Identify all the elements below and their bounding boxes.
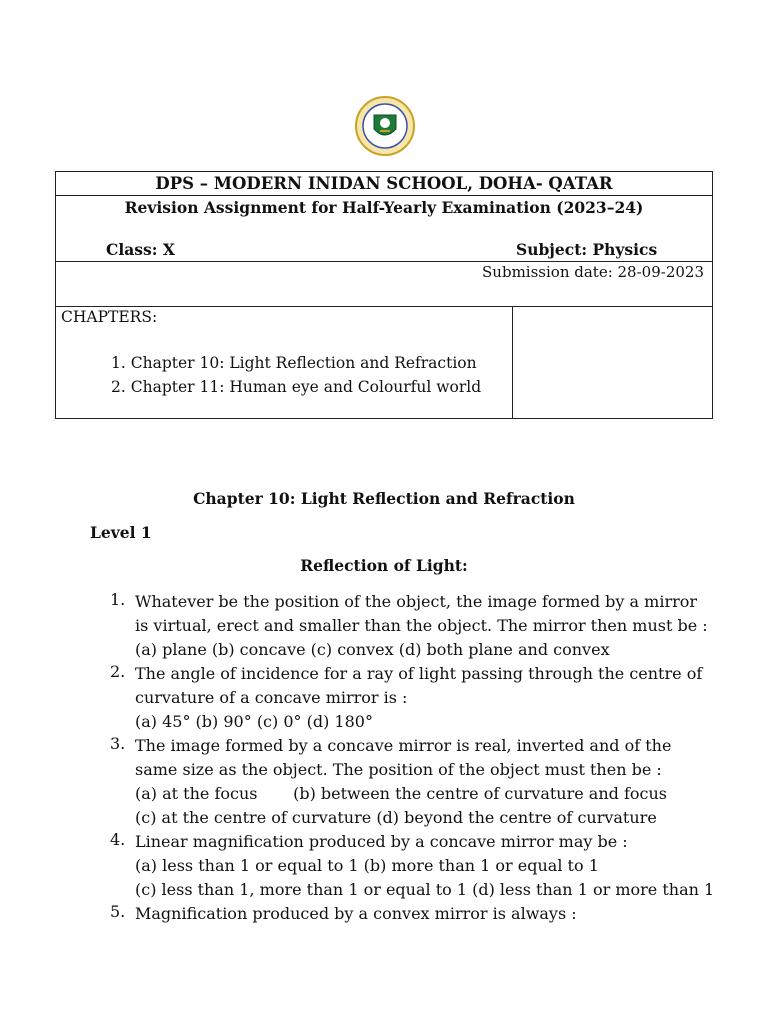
question-line: same size as the object. The position of the object must then be : bbox=[135, 760, 662, 779]
empty-cell bbox=[513, 307, 712, 418]
question-options: (c) at the centre of curvature (d) beyond the centre of curvature bbox=[135, 808, 657, 827]
question-line: The angle of incidence for a ray of light passing through the centre of bbox=[135, 664, 703, 683]
chapters-heading: CHAPTERS: bbox=[61, 308, 158, 326]
question-options: (a) 45° (b) 90° (c) 0° (d) 180° bbox=[135, 712, 373, 731]
question-line: Whatever be the position of the object, the image formed by a mirror bbox=[135, 592, 698, 611]
submission-date: Submission date: 28-09-2023 bbox=[482, 263, 704, 281]
chapters-list bbox=[111, 351, 481, 399]
question-item bbox=[110, 662, 714, 734]
chapter-number: 1. bbox=[111, 354, 126, 372]
school-crest-icon bbox=[354, 95, 416, 157]
question-line: Linear magnification produced by a concave mirror may be : bbox=[135, 832, 628, 851]
assignment-row bbox=[56, 196, 712, 262]
subject-label: Subject: Physics bbox=[516, 240, 658, 259]
question-text bbox=[135, 902, 577, 926]
school-logo bbox=[354, 95, 416, 157]
section-title: Reflection of Light: bbox=[300, 556, 468, 575]
question-item bbox=[110, 902, 714, 926]
question-options: (a) plane (b) concave (c) convex (d) both plane and convex bbox=[135, 640, 610, 659]
question-options: (c) less than 1, more than 1 or equal to 1 (d) less than 1 or more than 1 bbox=[135, 880, 715, 899]
question-number: 1. bbox=[110, 590, 126, 609]
submission-row bbox=[56, 262, 712, 307]
question-options: (a) less than 1 or equal to 1 (b) more than 1 or equal to 1 bbox=[135, 856, 599, 875]
chapter-title: Chapter 10: Light Reflection and Refraction bbox=[193, 489, 575, 508]
chapter-item bbox=[111, 375, 481, 399]
header-table bbox=[55, 171, 713, 419]
chapters-row bbox=[56, 307, 712, 418]
question-line: The image formed by a concave mirror is real, inverted and of the bbox=[135, 736, 672, 755]
school-name: DPS – MODERN INIDAN SCHOOL, DOHA- QATAR bbox=[155, 174, 613, 193]
question-line: is virtual, erect and smaller than the object. The mirror then must be : bbox=[135, 616, 708, 635]
question-list bbox=[110, 590, 714, 926]
chapter-item bbox=[111, 351, 481, 375]
question-number: 4. bbox=[110, 830, 126, 849]
question-line: curvature of a concave mirror is : bbox=[135, 688, 408, 707]
level-label: Level 1 bbox=[90, 523, 152, 542]
question-text bbox=[135, 590, 708, 662]
question-text bbox=[135, 662, 702, 734]
question-text bbox=[135, 734, 671, 830]
chapter-number: 2. bbox=[111, 378, 126, 396]
question-line: Magnification produced by a convex mirror is always : bbox=[135, 904, 577, 923]
chapters-cell bbox=[56, 307, 513, 418]
question-number: 2. bbox=[110, 662, 126, 681]
question-options: (a) at the focus (b) between the centre of curvature and focus bbox=[135, 784, 667, 803]
question-item bbox=[110, 734, 714, 830]
class-label: Class: X bbox=[106, 240, 175, 259]
question-text bbox=[135, 830, 714, 902]
assignment-title: Revision Assignment for Half-Yearly Examination (2023–24) bbox=[124, 198, 644, 217]
question-number: 3. bbox=[110, 734, 126, 753]
chapter-text: Chapter 11: Human eye and Colourful world bbox=[130, 378, 482, 396]
question-number: 5. bbox=[110, 902, 126, 921]
question-item bbox=[110, 830, 714, 902]
question-item bbox=[110, 590, 714, 662]
school-name-row bbox=[56, 172, 712, 196]
chapter-text: Chapter 10: Light Reflection and Refraction bbox=[130, 354, 477, 372]
